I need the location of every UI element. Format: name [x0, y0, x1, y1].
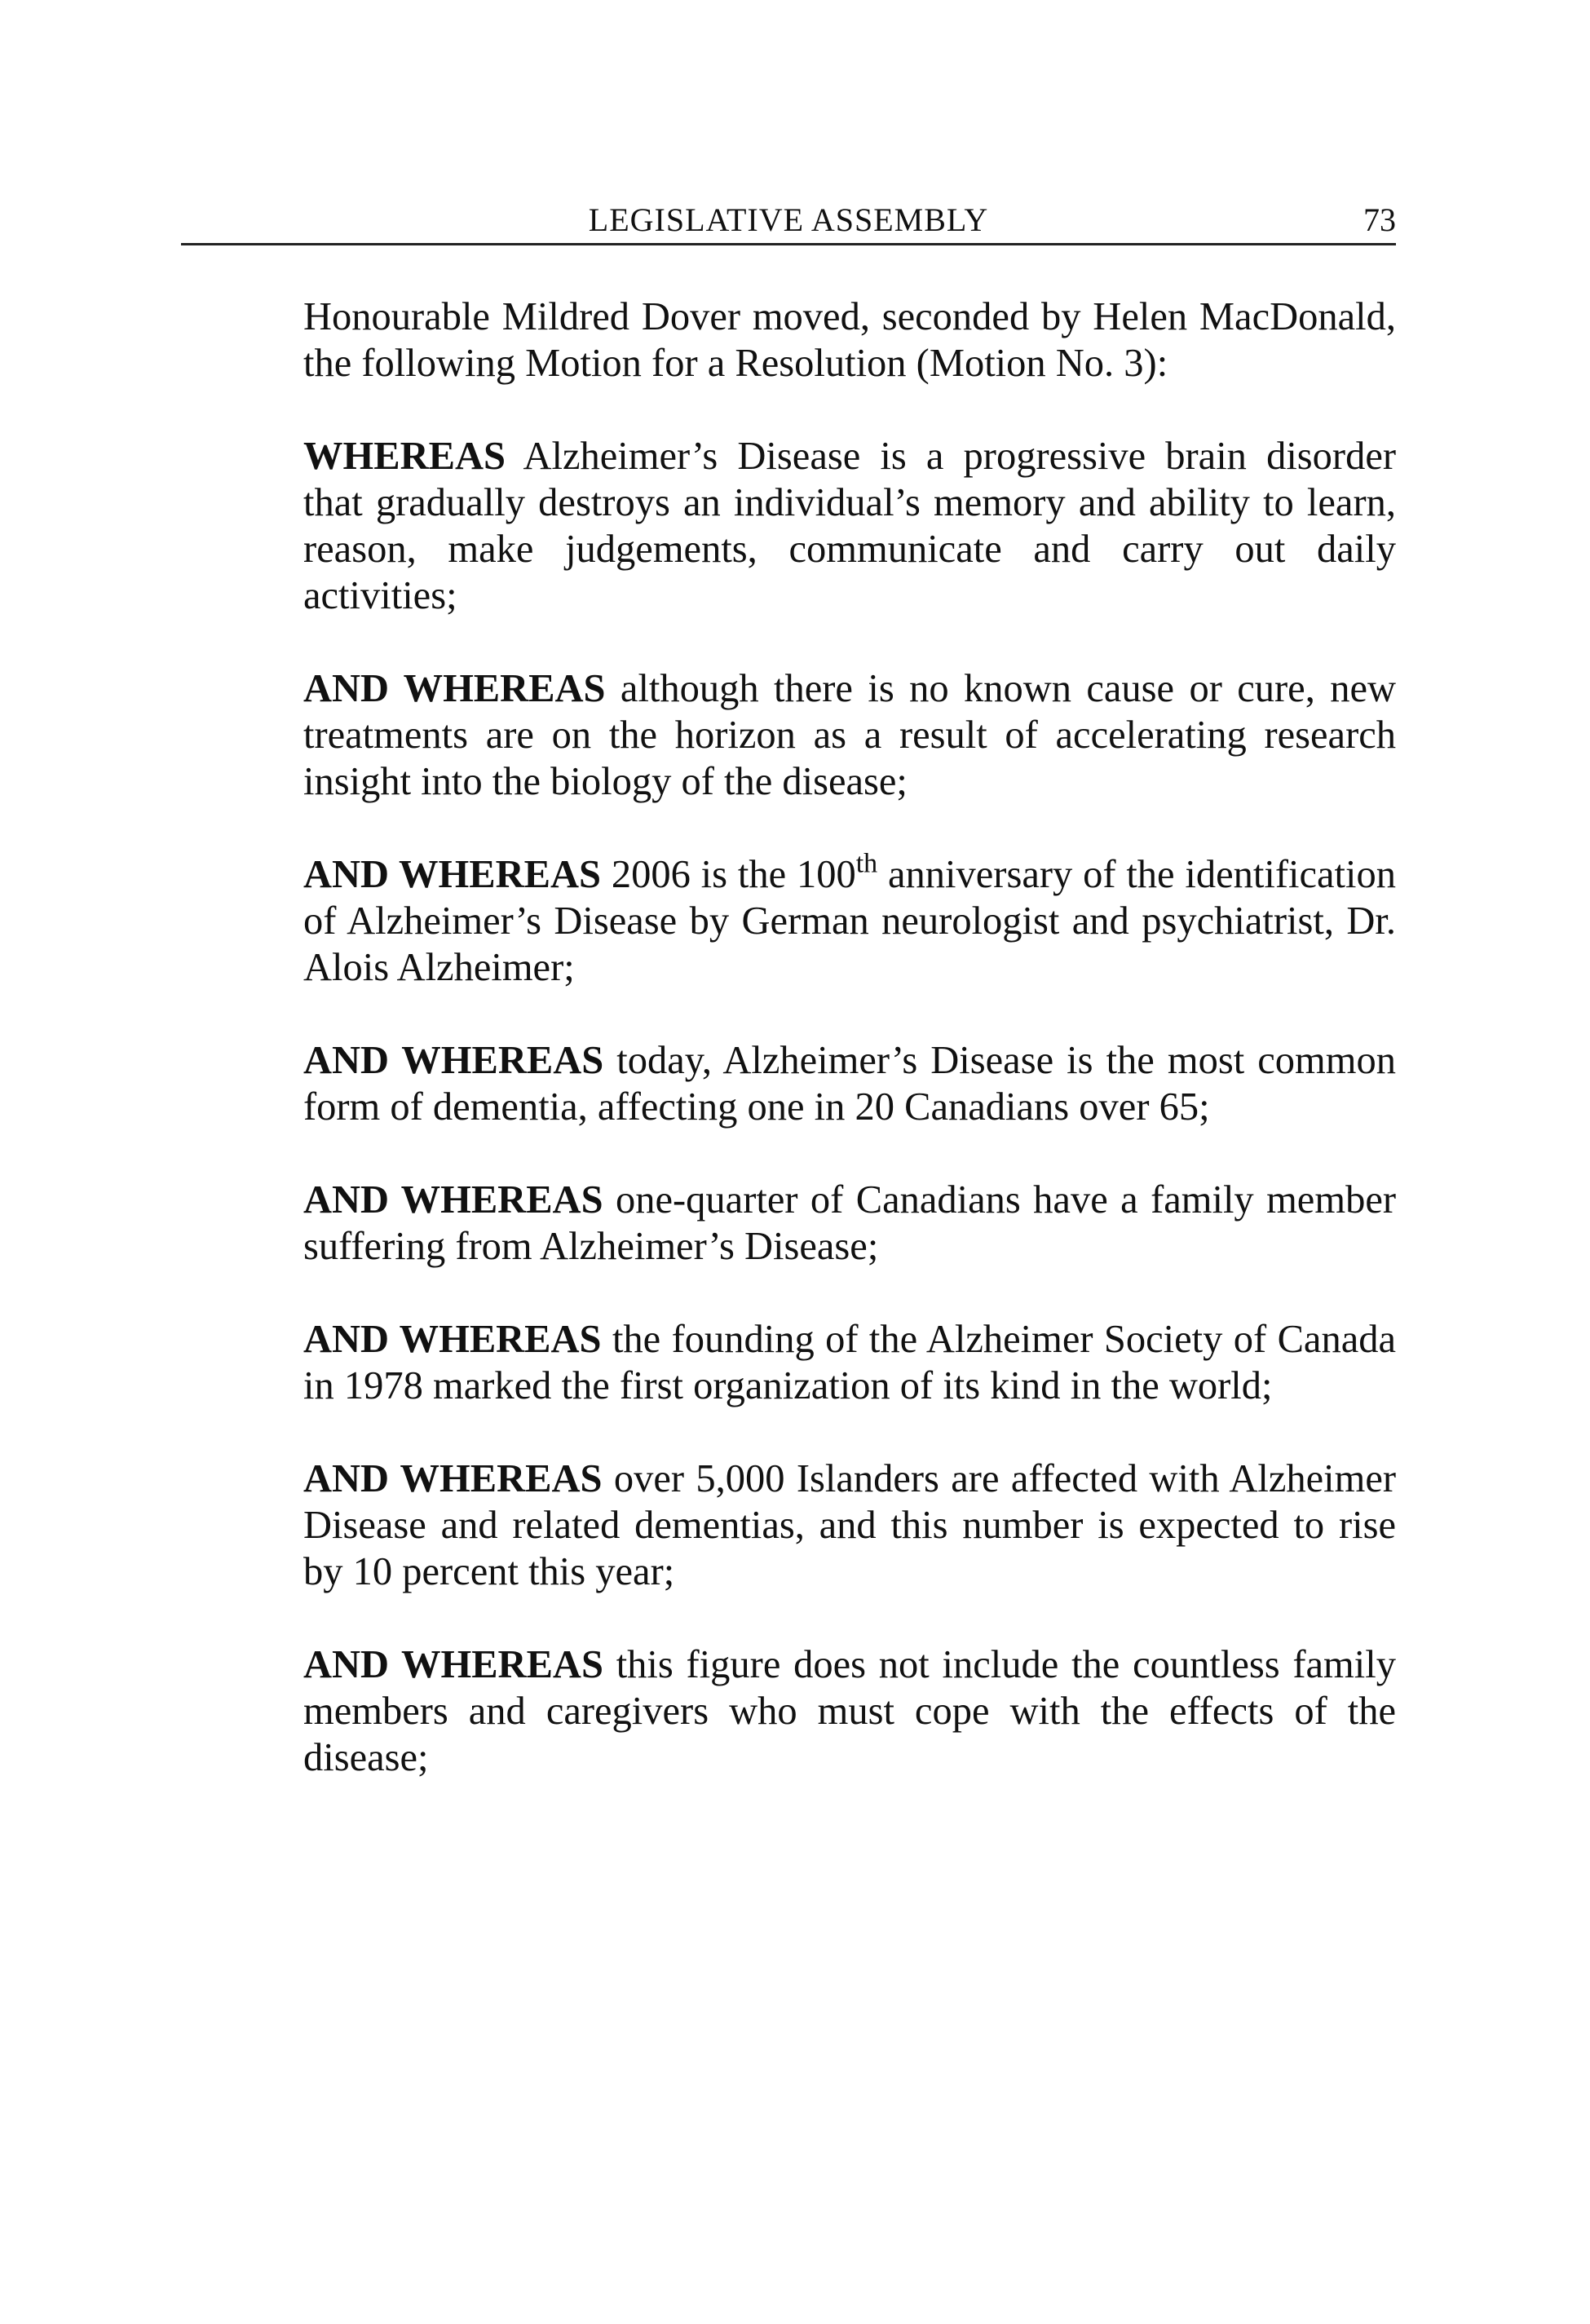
clause-text: today, Alzheimer’s Disease is the most common form of dementia, affecting one in 20 Canadians over 65; — [303, 1039, 1397, 1129]
clause-lead: AND WHEREAS — [303, 1457, 603, 1500]
clause-7 — [303, 1456, 1396, 1595]
clause-text: over 5,000 Islanders are affected with Alzheimer Disease and related dementias, and this number is expected to rise by 10 percent this year; — [303, 1457, 1397, 1593]
clause-lead: WHEREAS — [303, 435, 506, 478]
clause-lead: AND WHEREAS — [303, 1643, 603, 1686]
clause-text-after: anniversary of the identification of Alzheimer’s Disease by German neurologist and psychiatrist, Dr. Alois Alzheimer; — [303, 853, 1396, 989]
clause-1 — [303, 433, 1396, 619]
clause-text-before: 2006 is the 100 — [611, 853, 856, 896]
ordinal-superscript: th — [855, 848, 878, 879]
clause-lead: AND WHEREAS — [303, 1178, 603, 1222]
clause-text: although there is no known cause or cure, new treatments are on the horizon as a result of accelerating research insight into the biology of the disease; — [303, 667, 1396, 803]
clause-lead: AND WHEREAS — [303, 1039, 604, 1082]
clause-text: Alzheimer’s Disease is a progressive brain disorder that gradually destroys an individual’s memory and ability to learn, reason, make judgements, communicate and carry out daily activities; — [303, 435, 1396, 617]
clause-text: the founding of the Alzheimer Society of Canada in 1978 marked the first organization of its kind in the world; — [303, 1318, 1396, 1407]
document-body — [303, 294, 1396, 1827]
clause-2 — [303, 665, 1396, 805]
running-head: LEGISLATIVE ASSEMBLY — [588, 201, 989, 238]
clause-lead: AND WHEREAS — [303, 667, 606, 710]
clause-6 — [303, 1316, 1396, 1409]
motion-intro: Honourable Mildred Dover moved, seconded by Helen MacDonald, the following Motion for a Resolution (Motion No. 3): — [303, 295, 1396, 385]
clause-5 — [303, 1177, 1396, 1270]
page-header — [181, 196, 1396, 245]
clause-text: this figure does not include the countless family members and caregivers who must cope with the effects of the disease; — [303, 1643, 1396, 1779]
clause-lead: AND WHEREAS — [303, 1318, 602, 1361]
clause-text: one-quarter of Canadians have a family member suffering from Alzheimer’s Disease; — [303, 1178, 1396, 1268]
clause-lead: AND WHEREAS — [303, 853, 601, 896]
clause-8 — [303, 1641, 1396, 1781]
clause-4 — [303, 1037, 1396, 1130]
clause-3 — [303, 848, 1396, 991]
page-number: 73 — [1363, 201, 1396, 238]
